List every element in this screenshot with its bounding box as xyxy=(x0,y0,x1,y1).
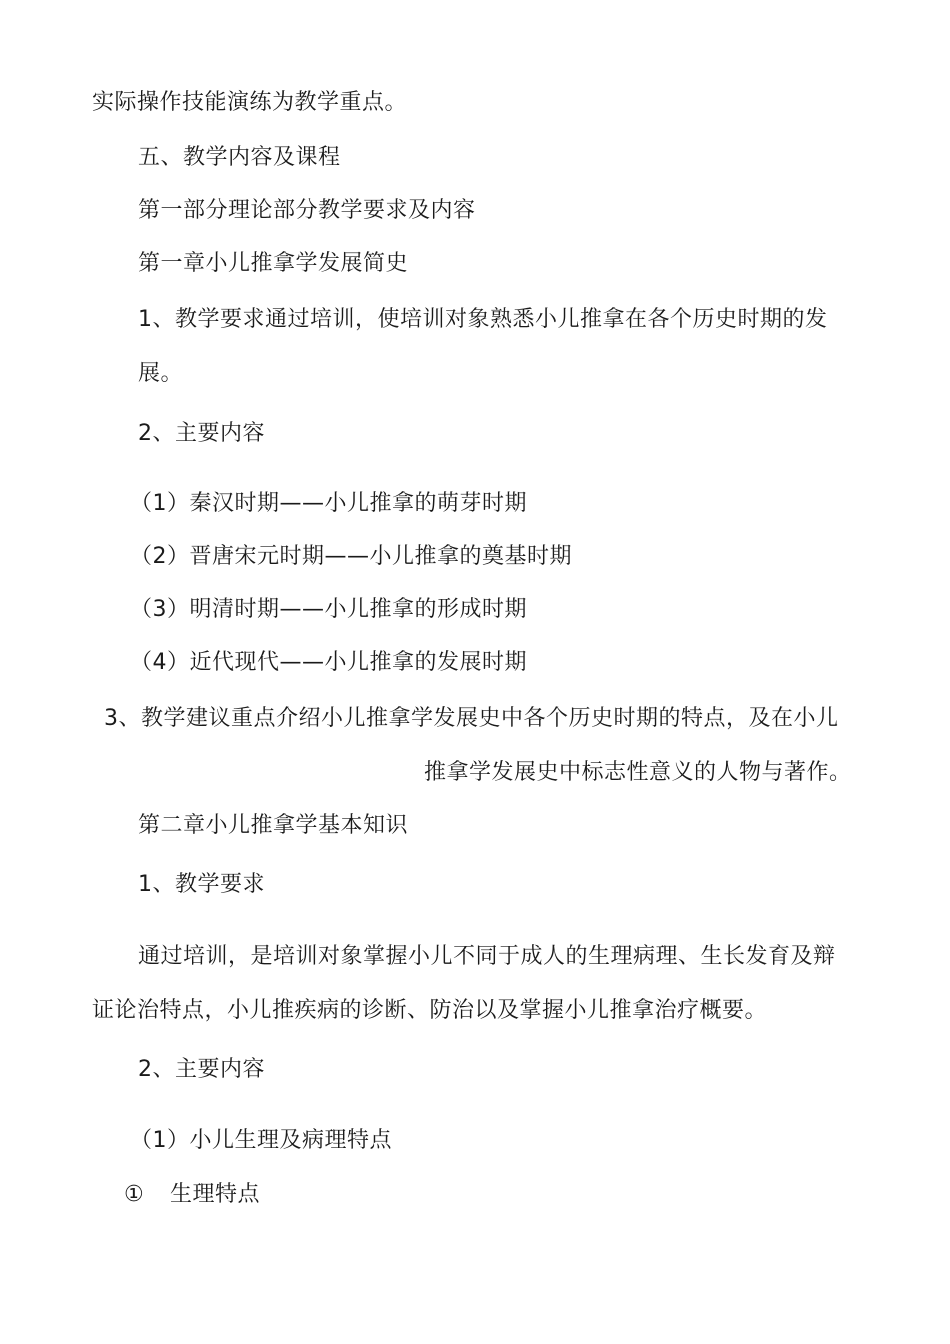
circled-list-item xyxy=(124,1180,260,1210)
text-line-main-content-2: 2、主要内容 xyxy=(138,1057,265,1082)
text-line-paragraph: 通过培训，是培训对象掌握小儿不同于成人的生理病理、生长发育及辩 xyxy=(138,944,836,969)
list-item-3: （3）明清时期——小儿推拿的形成时期 xyxy=(130,597,527,622)
list-item-1: （1）秦汉时期——小儿推拿的萌芽时期 xyxy=(130,491,527,516)
part-heading-1: 第一部分理论部分教学要求及内容 xyxy=(138,198,476,223)
text-line-main-content-1: 2、主要内容 xyxy=(138,421,265,446)
list-item-4: （4）近代现代——小儿推拿的发展时期 xyxy=(130,650,527,675)
list-item-5: （1）小儿生理及病理特点 xyxy=(130,1128,392,1153)
section-heading-5: 五、教学内容及课程 xyxy=(138,145,341,170)
text-line-1: 实际操作技能演练为教学重点。 xyxy=(92,90,408,115)
text-line-suggestion: 3、教学建议重点介绍小儿推拿学发展史中各个历史时期的特点，及在小儿 xyxy=(104,706,839,731)
chapter-heading-2: 第二章小儿推拿学基本知识 xyxy=(138,813,409,838)
text-line-requirement-1-cont: 展。 xyxy=(138,361,184,386)
list-item-2: （2）晋唐宋元时期——小儿推拿的奠基时期 xyxy=(130,544,572,569)
chapter-heading-1: 第一章小儿推拿学发展简史 xyxy=(138,251,409,276)
text-line-suggestion-cont: 推拿学发展史中标志性意义的人物与著作。 xyxy=(424,760,852,785)
circled-item-text: 生理特点 xyxy=(170,1182,261,1207)
text-line-requirement-1: 1、教学要求通过培训，使培训对象熟悉小儿推拿在各个历史时期的发 xyxy=(138,307,828,332)
circled-number-marker: ① xyxy=(124,1182,145,1207)
text-line-paragraph-cont: 证论治特点，小儿推疾病的诊断、防治以及掌握小儿推拿治疗概要。 xyxy=(92,998,768,1023)
text-line-requirement-2: 1、教学要求 xyxy=(138,872,265,897)
